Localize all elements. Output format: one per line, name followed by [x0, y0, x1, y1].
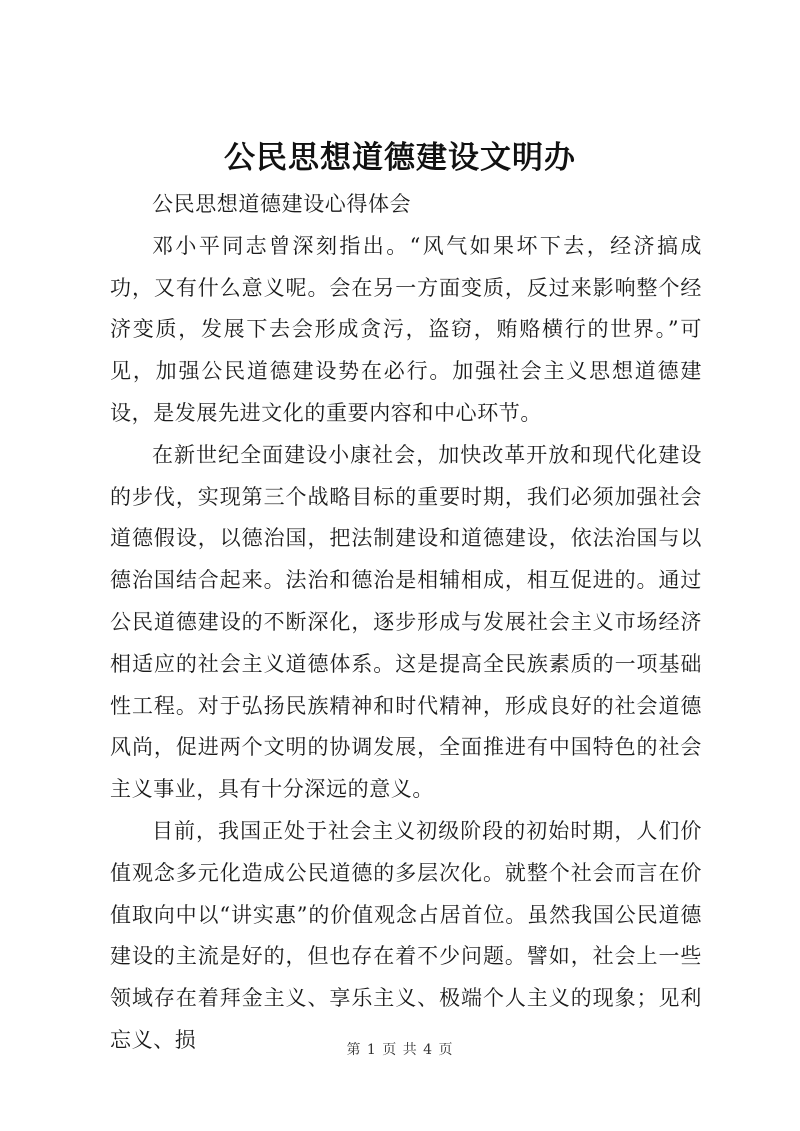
document-title: 公民思想道德建设文明办	[224, 140, 576, 176]
body-paragraph: 邓小平同志曾深刻指出。“风气如果坏下去，经济搞成功，又有什么意义呢。会在另一方面变质，反过来影响整个经济变质，发展下去会形成贪污，盗窃，贿赂横行的世界。”可见，加强公民道德建设势在必行。加强社会主义思想道德建设，是发展先进文化的重要内容和中心环节。	[110, 233, 702, 425]
subtitle-paragraph: 公民思想道德建设心得体会	[152, 192, 412, 216]
document-body	[110, 184, 702, 1062]
body-paragraph: 在新世纪全面建设小康社会，加快改革开放和现代化建设的步伐，实现第三个战略目标的重要时期，我们必须加强社会道德假设，以德治国，把法制建设和道德建设，依法治国与以德治国结合起来。法治和德治是相辅相成，相互促进的。通过公民道德建设的不断深化，逐步形成与发展社会主义市场经济相适应的社会主义道德体系。这是提高全民族素质的一项基础性工程。对于弘扬民族精神和时代精神，形成良好的社会道德风尚，促进两个文明的协调发展，全面推进有中国特色的社会主义事业，具有十分深远的意义。	[110, 442, 702, 802]
page-number-footer: 第 1 页 共 4 页	[346, 1042, 454, 1058]
body-paragraph: 目前，我国正处于社会主义初级阶段的初始时期，人们价值观念多元化造成公民道德的多层次化。就整个社会而言在价值取向中以“讲实惠”的价值观念占居首位。虽然我国公民道德建设的主流是好的，但也存在着不少问题。譬如，社会上一些领域存在着拜金主义、享乐主义、极端个人主义的现象；见利忘义、损	[110, 818, 702, 1052]
